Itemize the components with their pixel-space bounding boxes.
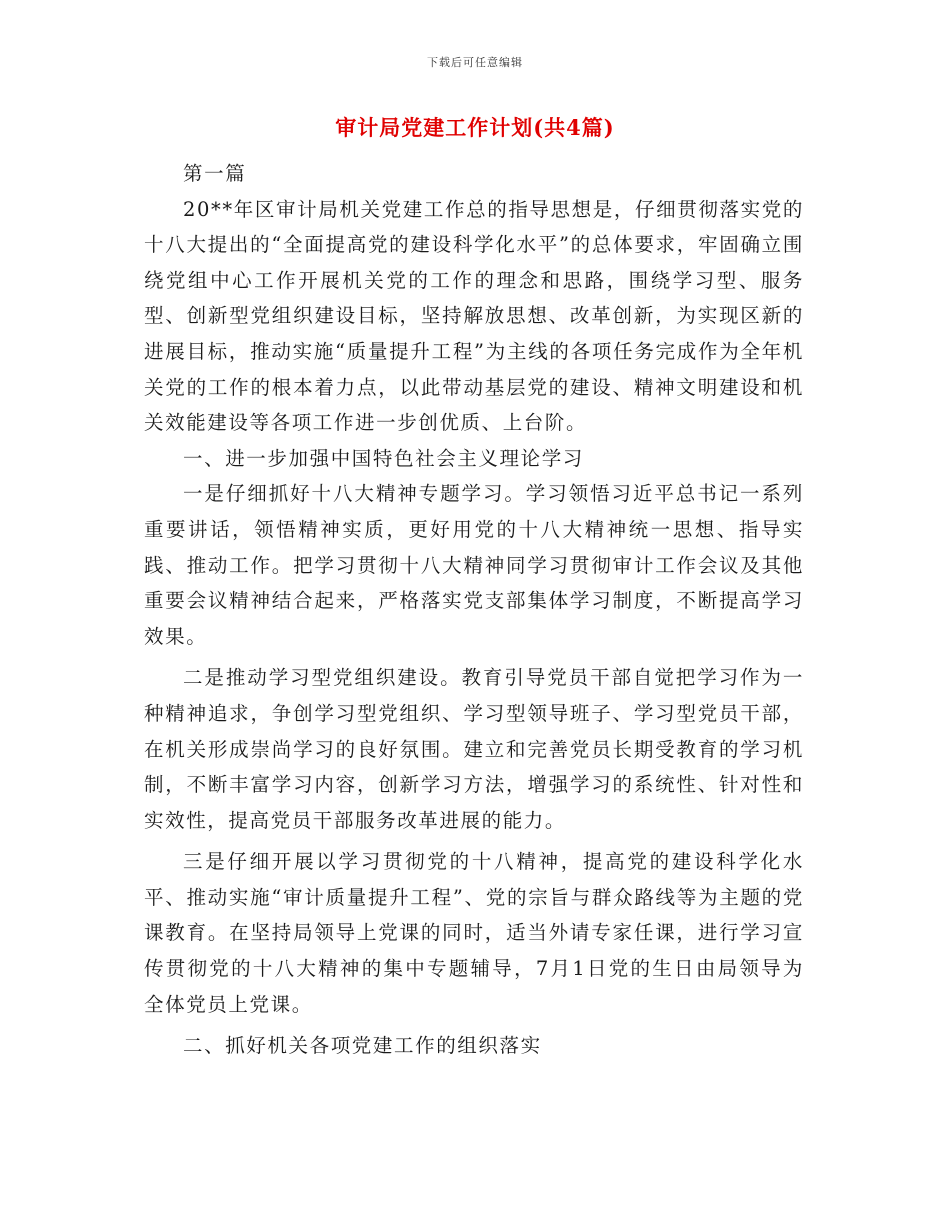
paragraph-section-label: 第一篇	[183, 162, 247, 185]
header-note: 下载后可任意编辑	[427, 56, 523, 69]
paragraph-item-1: 一是仔细抓好十八大精神专题学习。学习领悟习近平总书记一系列重要讲话，领悟精神实质，更好用党的十八大精神统一思想、指导实践、推动工作。把学习贯彻十八大精神同学习贯彻审计工作会议及其他重要会议精神结合起来，严格落实党支部集体学习制度，不断提高学习效果。	[144, 482, 804, 648]
paragraph-heading-2: 二、抓好机关各项党建工作的组织落实	[183, 1034, 542, 1058]
paragraph-item-3: 三是仔细开展以学习贯彻党的十八精神，提高党的建设科学化水平、推动实施“审计质量提升工程”、党的宗旨与群众路线等为主题的党课教育。在坚持局领导上党课的同时，适当外请专家任课，进行学习宣传贯彻党的十八大精神的集中专题辅导，7月1日党的生日由局领导为全体党员上党课。	[144, 850, 804, 1016]
paragraph-item-2: 二是推动学习型党组织建设。教育引导党员干部自觉把学习作为一种精神追求，争创学习型党组织、学习型领导班子、学习型党员干部，在机关形成崇尚学习的良好氛围。建立和完善党员长期受教育的学习机制，不断丰富学习内容，创新学习方法，增强学习的系统性、针对性和实效性，提高党员干部服务改革进展的能力。	[144, 666, 804, 832]
document-title: 审计局党建工作计划(共4篇)	[335, 115, 615, 140]
document-body	[144, 156, 804, 1064]
paragraph-intro: 20**年区审计局机关党建工作总的指导思想是，仔细贯彻落实党的十八大提出的“全面提高党的建设科学化水平”的总体要求，牢固确立围绕党组中心工作开展机关党的工作的理念和思路，围绕学习型、服务型、创新型党组织建设目标，坚持解放思想、改革创新，为实现区新的进展目标，推动实施“质量提升工程”为主线的各项任务完成作为全年机关党的工作的根本着力点，以此带动基层党的建设、精神文明建设和机关效能建设等各项工作进一步创优质、上台阶。	[144, 197, 804, 435]
paragraph-heading-1: 一、进一步加强中国特色社会主义理论学习	[183, 446, 584, 470]
